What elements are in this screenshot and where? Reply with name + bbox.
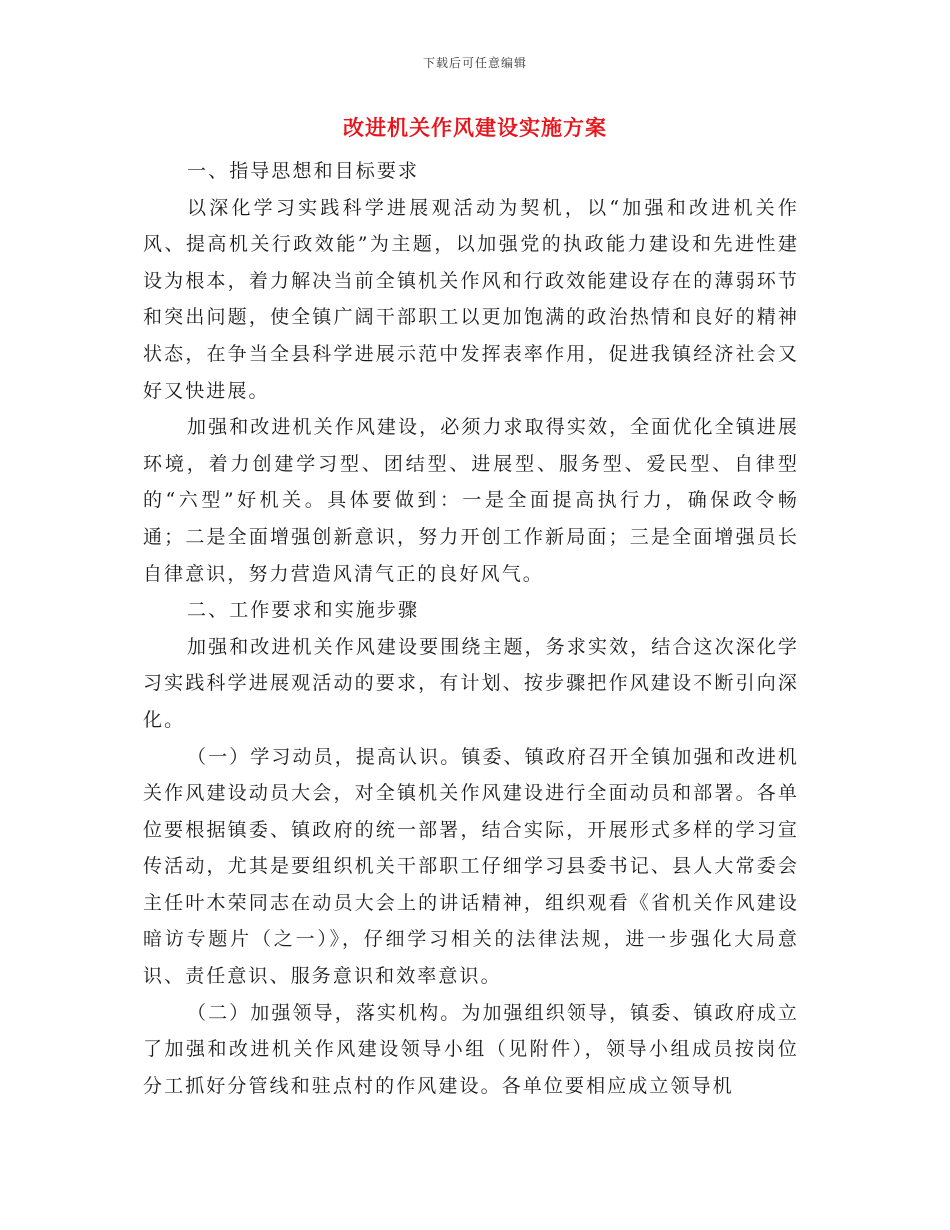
- paragraph-guiding-ideology: 以深化学习实践科学进展观活动为契机，以“加强和改进机关作风、提高机关行政效能”为主题，以加强党的执政能力建设和先进性建设为根本，着力解决当前全镇机关作风和行政效能建设存在的薄弱环节和突出问题，使全镇广阔干部职工以更加饱满的政治热情和良好的精神状态，在争当全县科学进展示范中发挥表率作用，促进我镇经济社会又好又快进展。: [143, 196, 799, 402]
- paragraph-step-1-study: （一）学习动员，提高认识。镇委、镇政府召开全镇加强和改进机关作风建设动员大会，对全镇机关作风建设进行全面动员和部署。各单位要根据镇委、镇政府的统一部署，结合实际，开展形式多样的学习宣传活动，尤其是要组织机关干部职工仔细学习县委书记、县人大常委会主任叶木荣同志在动员大会上的讲话精神，组织观看《省机关作风建设暗访专题片（之一）》，仔细学习相关的法律法规，进一步强化大局意识、责任意识、服务意识和效率意识。: [143, 745, 799, 988]
- paragraph-work-requirements: 加强和改进机关作风建设要围绕主题，务求实效，结合这次深化学习实践科学进展观活动的要求，有计划、按步骤把作风建设不断引向深化。: [143, 635, 799, 731]
- paragraph-step-2-leadership: （二）加强领导，落实机构。为加强组织领导，镇委、镇政府成立了加强和改进机关作风建设领导小组（见附件），领导小组成员按岗位分工抓好分管线和驻点村的作风建设。各单位要相应成立领导机: [143, 1001, 799, 1097]
- document-title: 改进机关作风建设实施方案: [343, 115, 607, 140]
- paragraph-work-style-goals: 加强和改进机关作风建设，必须力求取得实效，全面优化全镇进展环境，着力创建学习型、团结型、进展型、服务型、爱民型、自律型的“六型”好机关。具体要做到：一是全面提高执行力，确保政令畅通；二是全面增强创新意识，努力开创工作新局面；三是全面增强员长自律意识，努力营造风清气正的良好风气。: [143, 416, 799, 585]
- document-body: [143, 153, 799, 1104]
- page-header-note: 下载后可任意编辑: [422, 56, 527, 70]
- section-heading-2: 二、工作要求和实施步骤: [187, 599, 420, 622]
- section-heading-1: 一、指导思想和目标要求: [187, 160, 420, 182]
